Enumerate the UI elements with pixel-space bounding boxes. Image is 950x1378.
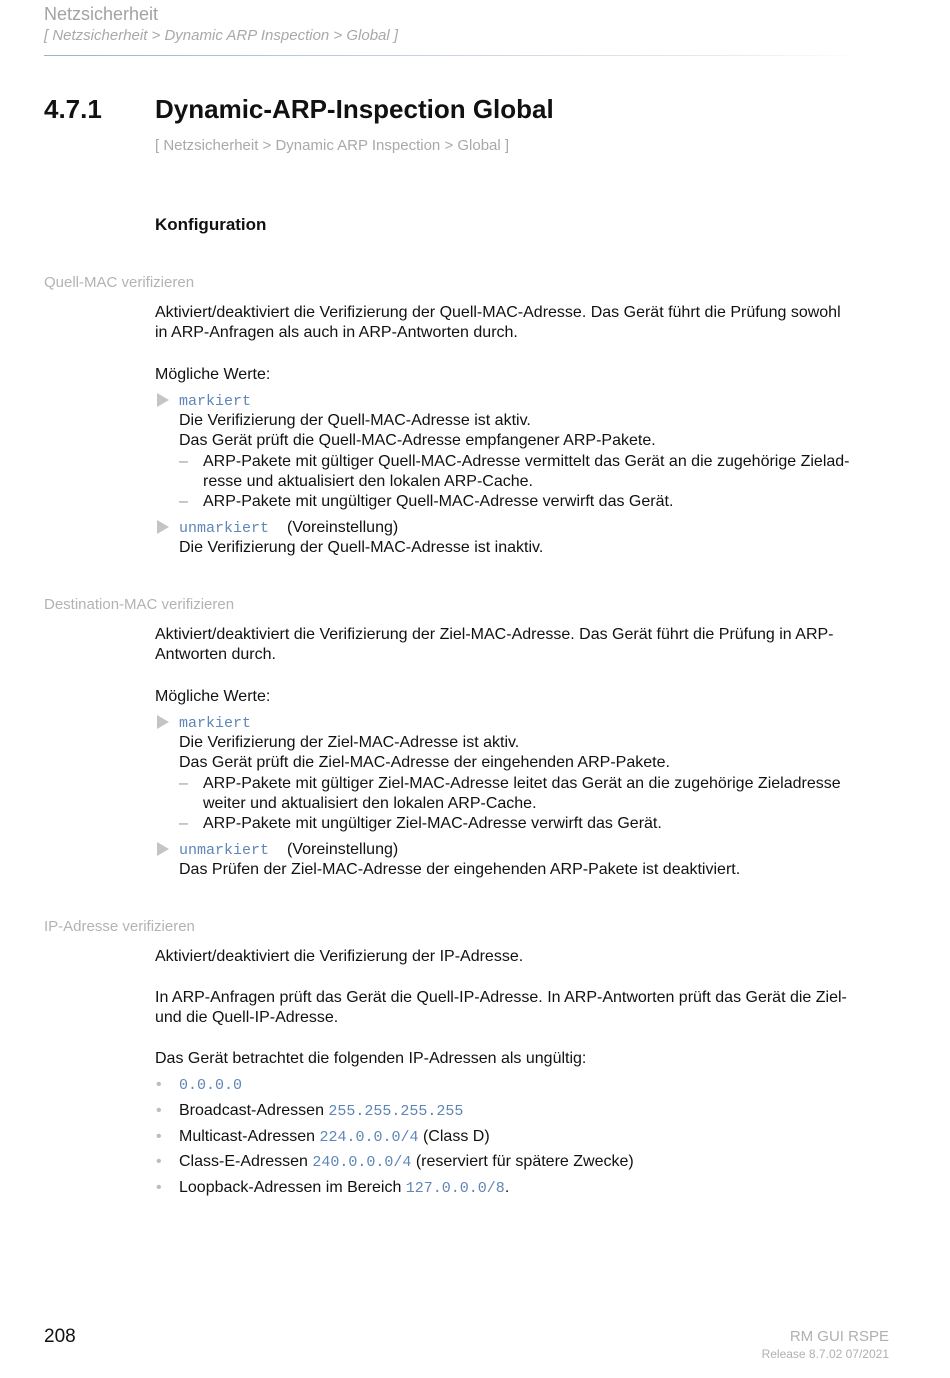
dst-mac-desc-line2: Antworten durch. <box>155 646 276 663</box>
dst-mac-sub1-line1: ARP-Pakete mit gültiger Ziel-MAC-Adresse leitet das Gerät an die zugehörige Zieladresse <box>203 775 841 792</box>
option-value-code: unmarkiert <box>179 520 270 537</box>
dash-bullet: – <box>179 453 188 470</box>
default-note: (Voreinstellung) <box>287 841 399 858</box>
default-note: (Voreinstellung) <box>287 519 399 536</box>
dot-bullet: • <box>156 1153 162 1170</box>
param-label-src-mac: Quell-MAC verifizieren <box>44 274 195 291</box>
dst-mac-option1-line2: Das Gerät prüft die Ziel-MAC-Adresse der eingehenden ARP-Pakete. <box>179 754 670 771</box>
ip-code: 255.255.255.255 <box>328 1103 464 1120</box>
src-mac-option-unchecked <box>179 518 895 539</box>
header-divider <box>44 55 864 56</box>
dst-mac-option-checked <box>179 713 895 734</box>
ip-desc3: Das Gerät betrachtet die folgenden IP-Adressen als ungültig: <box>155 1050 587 1067</box>
dot-bullet: • <box>156 1102 162 1119</box>
running-header-path: [ Netzsicherheit > Dynamic ARP Inspection > Global ] <box>44 27 399 44</box>
ip-code: 127.0.0.0/8 <box>405 1180 505 1197</box>
footer-document-name: RM GUI RSPE <box>789 1328 889 1345</box>
item-text: Class-E-Adressen <box>179 1153 313 1170</box>
section-number: 4.7.1 <box>44 94 102 124</box>
ip-invalid-item-3 <box>179 1127 895 1148</box>
ip-desc2-line2: und die Quell-IP-Adresse. <box>155 1009 339 1026</box>
ip-invalid-item-2 <box>179 1101 895 1122</box>
src-mac-option2-line1: Die Verifizierung der Quell-MAC-Adresse ist inaktiv. <box>179 539 544 556</box>
option-value-code: markiert <box>179 393 252 410</box>
dash-bullet: – <box>179 775 188 792</box>
src-mac-desc-line2: in ARP-Anfragen als auch in ARP-Antworten durch. <box>155 324 518 341</box>
subheading-configuration: Konfiguration <box>155 215 267 234</box>
option-value-code: unmarkiert <box>179 842 270 859</box>
page-number: 208 <box>44 1326 76 1347</box>
param-label-ip: IP-Adresse verifizieren <box>44 918 195 935</box>
ip-desc2-line1: In ARP-Anfragen prüft das Gerät die Quell-IP-Adresse. In ARP-Antworten prüft das Gerät die Ziel- <box>155 989 847 1006</box>
ip-invalid-item-5 <box>179 1178 895 1199</box>
ip-code: 240.0.0.0/4 <box>312 1154 412 1171</box>
dst-mac-desc-line1: Aktiviert/deaktiviert die Verifizierung der Ziel-MAC-Adresse. Das Gerät führt die Prüfung in ARP- <box>155 626 834 643</box>
triangle-bullet-icon <box>157 520 169 534</box>
running-header-title: Netzsicherheit <box>44 4 159 24</box>
dot-bullet: • <box>156 1179 162 1196</box>
dst-mac-sub1-line2: weiter und aktualisiert den lokalen ARP-Cache. <box>203 795 537 812</box>
dst-mac-sub2-line1: ARP-Pakete mit ungültiger Ziel-MAC-Adresse verwirft das Gerät. <box>203 815 662 832</box>
src-mac-sub1-line2: resse und aktualisiert den lokalen ARP-Cache. <box>203 473 533 490</box>
src-mac-option-checked <box>179 391 895 412</box>
src-mac-option1-line1: Die Verifizierung der Quell-MAC-Adresse ist aktiv. <box>179 412 531 429</box>
option-value-code: markiert <box>179 715 252 732</box>
ip-desc-line1: Aktiviert/deaktiviert die Verifizierung der IP-Adresse. <box>155 948 524 965</box>
src-mac-values-label: Mögliche Werte: <box>155 366 271 383</box>
src-mac-desc-line1: Aktiviert/deaktiviert die Verifizierung der Quell-MAC-Adresse. Das Gerät führt die Prüfung sowohl <box>155 304 841 321</box>
param-label-dst-mac: Destination-MAC verifizieren <box>44 596 235 613</box>
dot-bullet: • <box>156 1076 162 1093</box>
triangle-bullet-icon <box>157 715 169 729</box>
dst-mac-option-unchecked <box>179 840 895 861</box>
section-breadcrumb: [ Netzsicherheit > Dynamic ARP Inspection > Global ] <box>155 137 510 154</box>
item-suffix: (Class D) <box>418 1128 490 1145</box>
item-text: Multicast-Adressen <box>179 1128 320 1145</box>
src-mac-sub2-line1: ARP-Pakete mit ungültiger Quell-MAC-Adresse verwirft das Gerät. <box>203 493 674 510</box>
item-text: Loopback-Adressen im Bereich <box>179 1179 406 1196</box>
footer-release: Release 8.7.02 07/2021 <box>761 1347 889 1361</box>
triangle-bullet-icon <box>157 842 169 856</box>
ip-invalid-item-1 <box>179 1075 895 1096</box>
ip-invalid-item-4 <box>179 1152 895 1173</box>
dst-mac-option1-line1: Die Verifizierung der Ziel-MAC-Adresse ist aktiv. <box>179 734 520 751</box>
item-text: Broadcast-Adressen <box>179 1102 329 1119</box>
ip-code: 0.0.0.0 <box>179 1077 243 1094</box>
dash-bullet: – <box>179 493 188 510</box>
item-suffix: (reserviert für spätere Zwecke) <box>411 1153 634 1170</box>
src-mac-option1-line2: Das Gerät prüft die Quell-MAC-Adresse empfangener ARP-Pakete. <box>179 432 656 449</box>
triangle-bullet-icon <box>157 393 169 407</box>
section-title: Dynamic-ARP-Inspection Global <box>155 94 554 124</box>
dash-bullet: – <box>179 815 188 832</box>
dst-mac-option2-line1: Das Prüfen der Ziel-MAC-Adresse der eingehenden ARP-Pakete ist deaktiviert. <box>179 861 741 878</box>
dst-mac-values-label: Mögliche Werte: <box>155 688 271 705</box>
dot-bullet: • <box>156 1128 162 1145</box>
item-suffix: . <box>504 1179 510 1196</box>
ip-code: 224.0.0.0/4 <box>319 1129 419 1146</box>
src-mac-sub1-line1: ARP-Pakete mit gültiger Quell-MAC-Adresse vermittelt das Gerät an die zugehörige Zielad- <box>203 453 850 470</box>
